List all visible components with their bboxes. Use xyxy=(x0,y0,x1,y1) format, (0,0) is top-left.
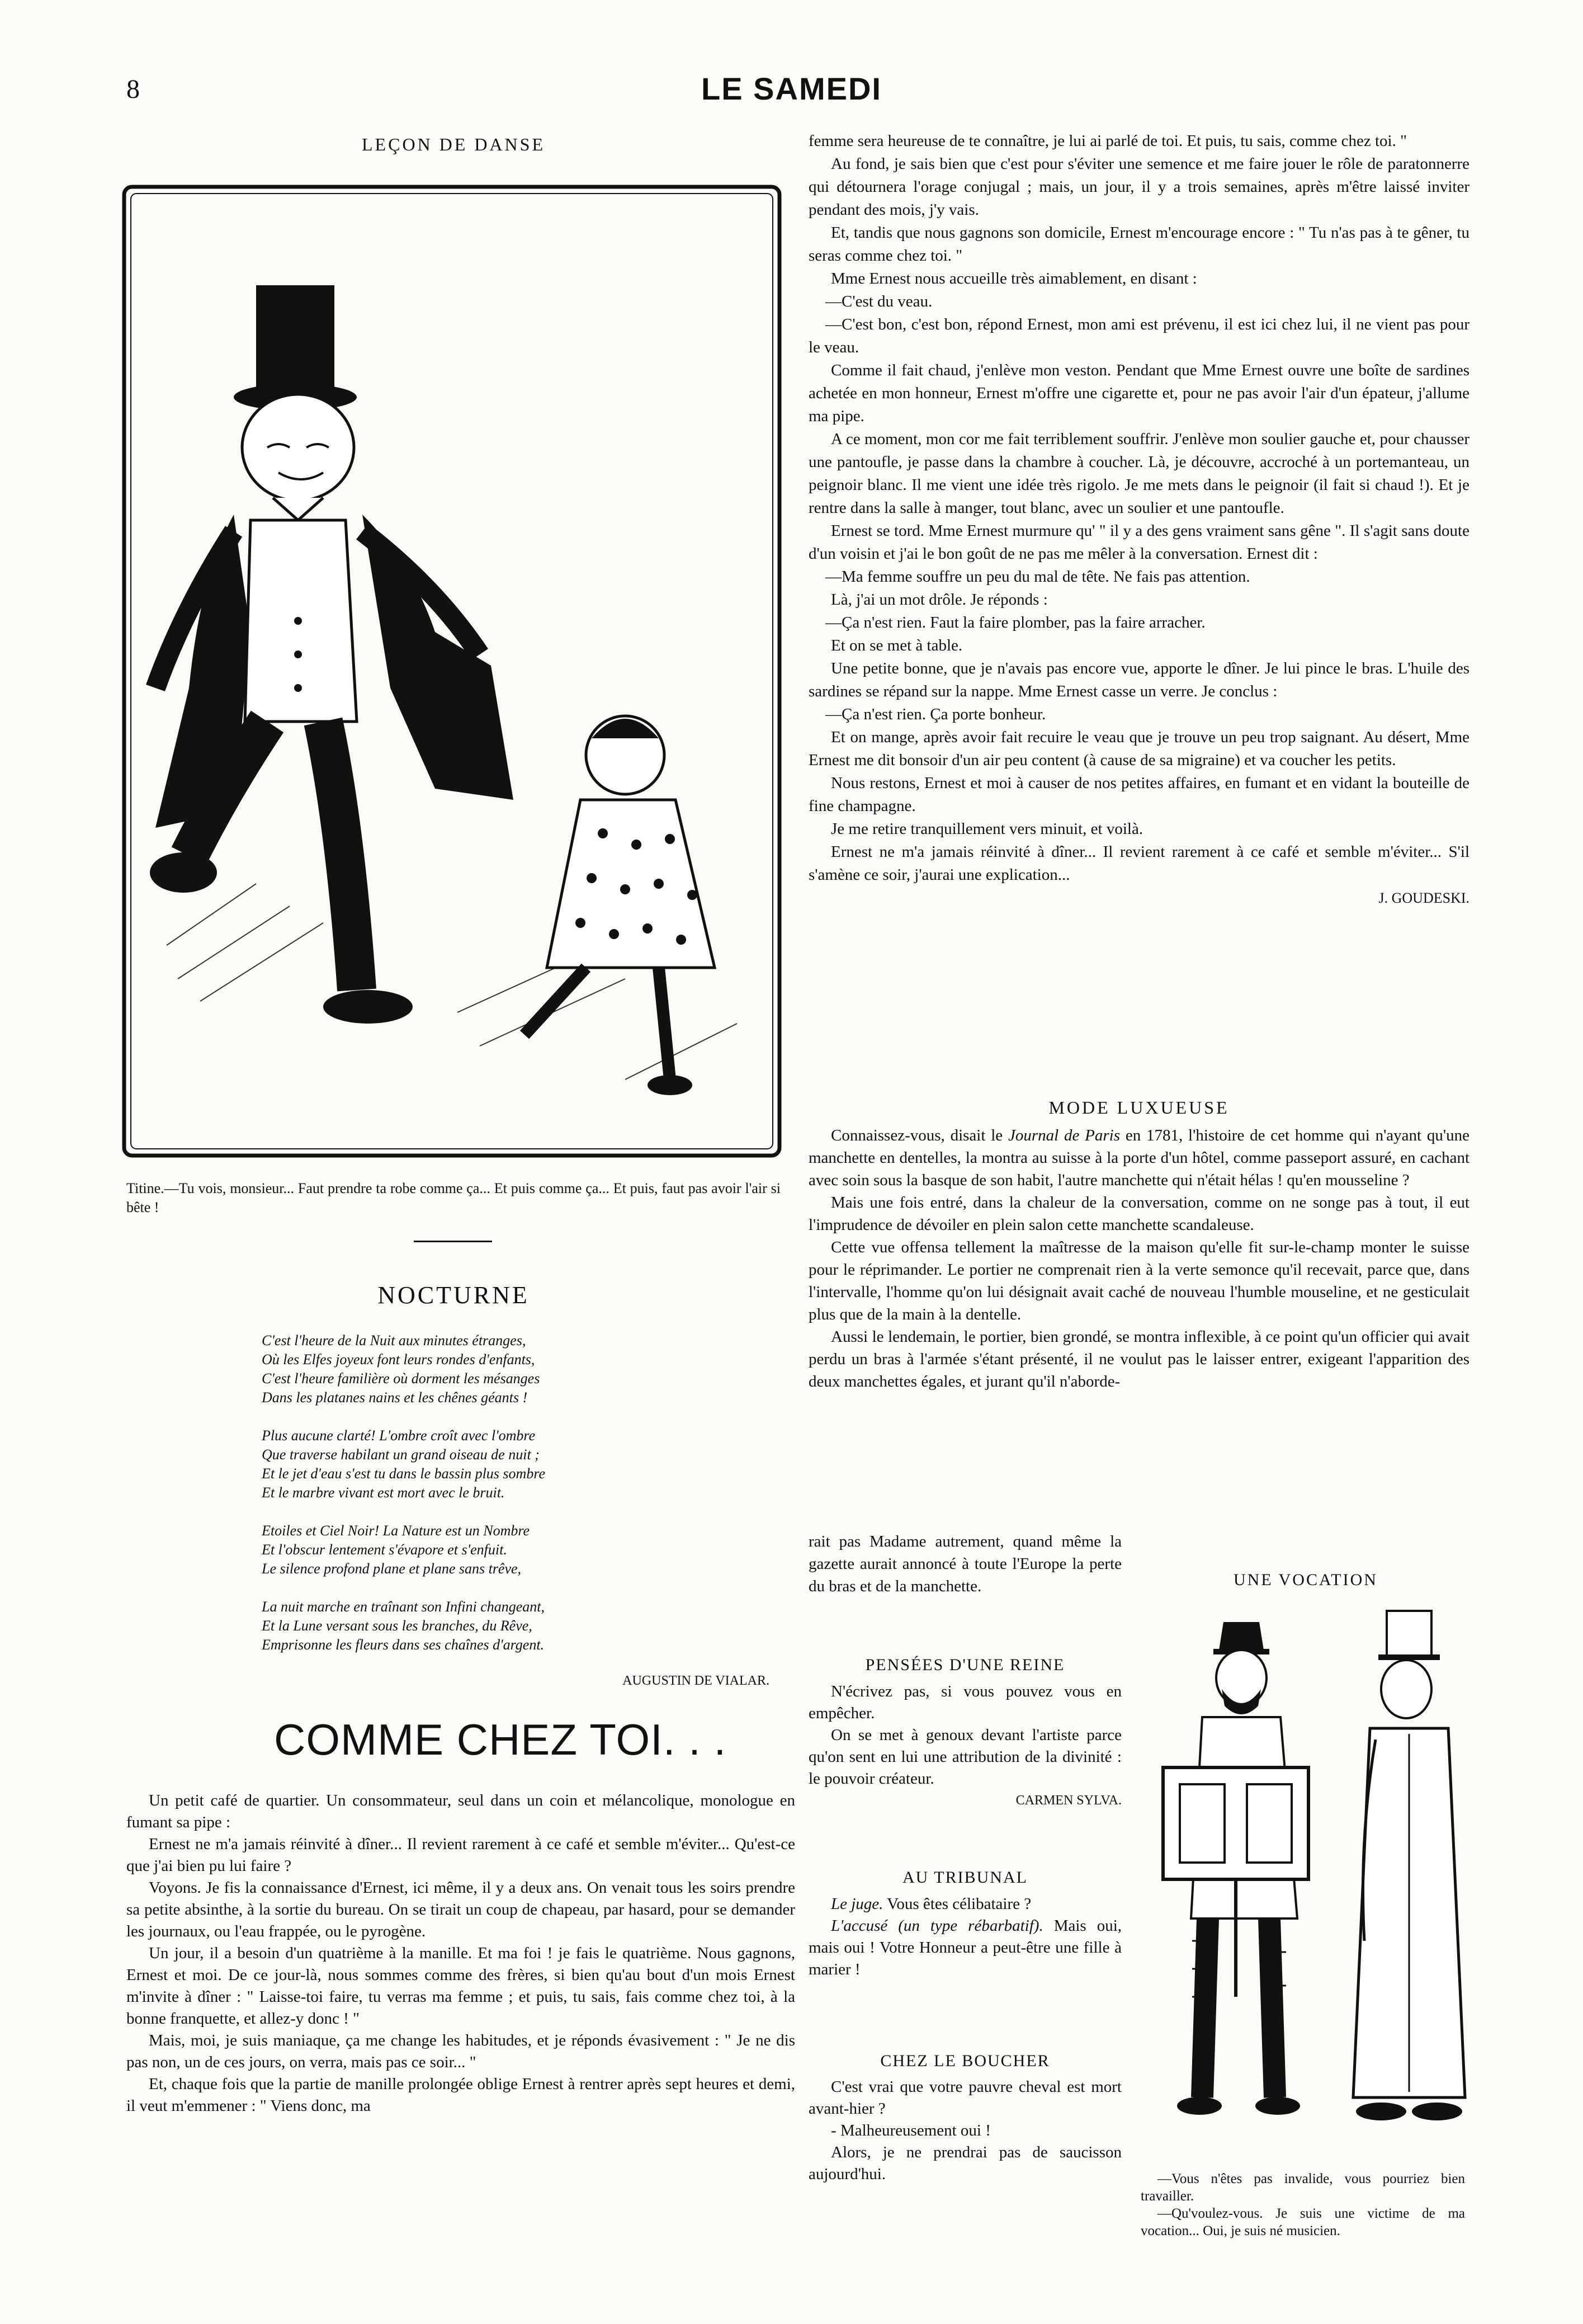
boucher-column xyxy=(809,2076,1122,2185)
comme-title: COMME CHEZ TOI. . . xyxy=(274,1715,727,1764)
page-number: 8 xyxy=(126,74,140,104)
poem-line: Et la Lune versant sous les branches, du Rêve, xyxy=(262,1618,532,1634)
dancing-man-and-girl-drawing xyxy=(122,185,782,1158)
paragraph: Comme il fait chaud, j'enlève mon veston. Pendant que Mme Ernest ouvre une boîte de sardines achetée en mon honneur, Ernest m'offre une cigarette et, pour ne pas avoir l'air d'un épateur, j'allume ma pipe. xyxy=(809,361,1469,425)
paragraph: Et, tandis que nous gagnons son domicile, Ernest m'encourage encore : " Tu n'as pas à te gêner, tu seras comme chez toi. " xyxy=(809,224,1469,265)
lecon-title: LEÇON DE DANSE xyxy=(362,134,545,154)
paragraph: On se met à genoux devant l'artiste parce qu'on sent en lui une attribution de la divinité : le pouvoir créateur. xyxy=(809,1726,1122,1788)
caption-line: —Vous n'êtes pas invalide, vous pourriez bien travailler. xyxy=(1141,2171,1465,2204)
paragraph: C'est vrai que votre pauvre cheval est mort avant-hier ? xyxy=(809,2078,1122,2118)
text: Mais oui, mais oui ! Votre Honneur a peut-être une fille à marier ! xyxy=(809,1917,1122,1978)
nocturne-signature: AUGUSTIN DE VIALAR. xyxy=(622,1674,769,1688)
paragraph: —Ça n'est rien. Ça porte bonheur. xyxy=(825,705,1046,723)
poem-line: Et l'obscur lentement s'évapore et s'enfuit. xyxy=(262,1542,507,1558)
paragraph: Aussi le lendemain, le portier, bien grondé, se montra inflexible, à ce point qu'un officier qui avait perdu un bras à l'armée s'étant présenté, il ne voulut pas le laisser entrer, exigeant l'apparition des deux manchettes égales, et jurant qu'il n'aborde- xyxy=(809,1328,1469,1390)
tribunal-title: AU TRIBUNAL xyxy=(902,1868,1028,1887)
paragraph: Un jour, il a besoin d'un quatrième à la manille. Et ma foi ! je fais le quatrième. Nous gagnons, Ernest et moi. De ce jour-là, nous sommes comme des frères, si bien qu'au bout d'un mois Ernest m'invite à dîner : " Laisse-toi faire, tu verras ma femme ; et puis, tu sais, fais comme chez toi, à la bonne franquette, et allez-y donc ! " xyxy=(126,1944,795,2028)
poem-stanza xyxy=(262,1426,754,1502)
lecon-illustration xyxy=(122,185,782,1158)
pensees-title: PENSÉES D'UNE REINE xyxy=(865,1656,1065,1674)
paragraph: Je me retire tranquillement vers minuit, et voilà. xyxy=(831,820,1143,838)
vocation-caption xyxy=(1141,2170,1465,2240)
nocturne-title: NOCTURNE xyxy=(377,1281,530,1309)
paragraph: Et on se met à table. xyxy=(831,637,963,654)
paragraph: femme sera heureuse de te connaître, je lui ai parlé de toi. Et puis, tu sais, comme chez toi. " xyxy=(809,132,1407,150)
poem-stanza xyxy=(262,1597,754,1654)
paragraph: Ernest ne m'a jamais réinvité à dîner... Il revient rarement à ce café et semble m'éviter... S'il s'amène ce soir, j'aurai une explication... xyxy=(809,843,1469,884)
journal-name: Journal de Paris xyxy=(1008,1126,1121,1144)
pensees-signature: CARMEN SYLVA. xyxy=(1015,1793,1122,1808)
poem-line: La nuit marche en traînant son Infini changeant, xyxy=(262,1599,545,1615)
paragraph: Nous restons, Ernest et moi à causer de nos petites affaires, en fumant et en vidant la bouteille de fine champagne. xyxy=(809,774,1469,815)
paragraph: N'écrivez pas, si vous pouvez vous en empêcher. xyxy=(809,1682,1122,1722)
boucher-title: CHEZ LE BOUCHER xyxy=(880,2052,1050,2070)
mode-title: MODE LUXUEUSE xyxy=(1048,1097,1230,1118)
divider xyxy=(414,1241,492,1242)
poem-line: Plus aucune clarté! L'ombre croît avec l'ombre xyxy=(262,1427,536,1444)
paragraph: Là, j'ai un mot drôle. Je réponds : xyxy=(831,591,1048,609)
paragraph: Alors, je ne prendrai pas de saucisson aujourd'hui. xyxy=(809,2143,1122,2183)
poem-line: Et le jet d'eau s'est tu dans le bassin plus sombre xyxy=(262,1465,546,1482)
text: Connaissez-vous, disait le xyxy=(831,1126,1008,1144)
paragraph: Voyons. Je fis la connaissance d'Ernest, ici même, il y a deux ans. On venait tous les soirs prendre sa petite absinthe, à la sortie du bureau. On se tirait un coup de chapeau, par hasard, pour se demander les journaux, ou l'eau frappée, ou le pyrogène. xyxy=(126,1879,795,1940)
poem-line: Dans les platanes nains et les chênes géants ! xyxy=(262,1389,528,1406)
tribunal-column xyxy=(809,1893,1122,1981)
paragraph: —C'est bon, c'est bon, répond Ernest, mon ami est prévenu, il est ici chez lui, il ne vient pas pour le veau. xyxy=(809,315,1469,356)
paragraph xyxy=(809,1893,1122,1915)
poem-line: Et le marbre vivant est mort avec le bruit. xyxy=(262,1484,505,1501)
poem-stanza xyxy=(262,1521,754,1578)
poem-stanza xyxy=(262,1331,754,1407)
poem-line: Etoiles et Ciel Noir! La Nature est un Nombre xyxy=(262,1522,530,1539)
poem-line: C'est l'heure de la Nuit aux minutes étranges, xyxy=(262,1332,526,1349)
vocation-title: UNE VOCATION xyxy=(1234,1571,1378,1589)
comme-right-column xyxy=(809,130,1469,909)
caption-line: —Qu'voulez-vous. Je suis une victime de ma vocation... Oui, je suis né musicien. xyxy=(1141,2206,1465,2238)
text: Vous êtes célibataire ? xyxy=(883,1895,1032,1913)
paragraph: Ernest se tord. Mme Ernest murmure qu' " il y a des gens vraiment sans gêne ". Il s'agit sans doute d'un voisin et j'ai le bon goût de ne pas me mêler à la conversation. Ernest dit : xyxy=(809,522,1469,563)
paragraph: Et, chaque fois que la partie de manille prolongée oblige Ernest à rentrer après sept heures et demi, il veut m'emmener : " Viens donc, ma xyxy=(126,2075,795,2115)
poem-line: Où les Elfes joyeux font leurs rondes d'enfants, xyxy=(262,1351,535,1368)
text: en 1781, l'histoire de cet homme qui n'ayant qu'une manchette en dentelles, la montra au suisse à la porte d'un hôtel, comme passeport assuré, en cachant avec soin sous la basque de son habit, l'autre manchette qui n'était hélas ! qu'en mousseline ? xyxy=(809,1126,1469,1189)
paragraph: A ce moment, mon cor me fait terriblement souffrir. J'enlève mon soulier gauche et, pour chausser une pantoufle, je passe dans la chambre à coucher. Là, je découvre, accroché à un portemanteau, un peignoir blanc. Il me vient une idée très rigolo. Je me mets dans le peignoir (il fait si chaud !). Et je rentre dans la salle à manger, tout blanc, avec un soulier et une pantoufle. xyxy=(809,430,1469,517)
comme-signature: J. GOUDESKI. xyxy=(1378,890,1469,906)
paragraph: rait pas Madame autrement, quand même la gazette aurait annoncé à toute l'Europe la perte du bras et de la manchette. xyxy=(809,1533,1122,1595)
street-musician-drawing xyxy=(1130,1605,1471,2165)
poem-line: Emprisonne les fleurs dans ses chaînes d'argent. xyxy=(262,1637,545,1653)
paragraph: Et on mange, après avoir fait recuire le veau que je trouve un peu trop saignant. Au désert, Mme Ernest me dit bonsoir d'un air peu content (à cause de sa migraine) et va coucher les petits. xyxy=(809,728,1469,769)
mode-column xyxy=(809,1124,1469,1393)
poem-line: Que traverse habilant un grand oiseau de nuit ; xyxy=(262,1446,540,1463)
mode-narrow-column xyxy=(809,1530,1122,1597)
newspaper-title: LE SAMEDI xyxy=(701,71,882,106)
paragraph: —C'est du veau. xyxy=(825,293,933,310)
vocation-illustration xyxy=(1130,1605,1471,2165)
paragraph: Un petit café de quartier. Un consommateur, seul dans un coin et mélancolique, monologue en fumant sa pipe : xyxy=(126,1792,795,1831)
judge-label: Le juge. xyxy=(831,1895,883,1913)
poem-line: Le silence profond plane et plane sans trêve, xyxy=(262,1561,522,1577)
paragraph: Une petite bonne, que je n'avais pas encore vue, apporte le dîner. Je lui pince le bras. L'huile des sardines se répand sur la nappe. Mme Ernest casse un verre. Je conclus : xyxy=(809,659,1469,700)
paragraph: Mme Ernest nous accueille très aimablement, en disant : xyxy=(831,270,1197,287)
paragraph: Mais une fois entré, dans la chaleur de la conversation, comme on ne songe pas à tout, il eut l'imprudence de dévoiler en plein salon cette manchette scandaleuse. xyxy=(809,1194,1469,1234)
lecon-caption: Titine.—Tu vois, monsieur... Faut prendre ta robe comme ça... Et puis comme ça... Et puis, faut pas avoir l'air si bête ! xyxy=(126,1180,781,1215)
pensees-column xyxy=(809,1681,1122,1812)
paragraph: Mais, moi, je suis maniaque, ça me change les habitudes, et je réponds évasivement : " Je ne dis pas non, un de ces jours, on verra, mais pas ce soir... " xyxy=(126,2031,795,2071)
paragraph xyxy=(809,1124,1469,1191)
paragraph: —Ça n'est rien. Faut la faire plomber, pas la faire arracher. xyxy=(825,614,1206,631)
accused-label: L'accusé (un type rébarbatif). xyxy=(831,1917,1043,1935)
paragraph xyxy=(809,1915,1122,1981)
paragraph: - Malheureusement oui ! xyxy=(831,2122,991,2139)
nocturne-poem xyxy=(262,1331,754,1674)
paragraph: Ernest ne m'a jamais réinvité à dîner... Il revient rarement à ce café et semble m'éviter... Qu'est-ce que j'ai bien pu lui faire ? xyxy=(126,1835,795,1875)
poem-line: C'est l'heure familière où dorment les mésanges xyxy=(262,1370,540,1387)
comme-left-column xyxy=(126,1790,795,2117)
paragraph: —Ma femme souffre un peu du mal de tête. Ne fais pas attention. xyxy=(825,568,1250,586)
paragraph: Au fond, je sais bien que c'est pour s'éviter une semence et me faire jouer le rôle de paratonnerre qui détournera l'orage conjugal ; mais, un jour, il y a trois semaines, après m'être laissé inviter pendant des mois, j'y vais. xyxy=(809,155,1469,219)
paragraph: Cette vue offensa tellement la maîtresse de la maison qu'elle fit sur-le-champ monter le suisse pour le réprimander. Le portier ne comprenait rien à la verte semonce qu'il recevait, parce que, dans l'intervalle, l'homme qu'on lui désignait avait caché de nouveau l'humble mouseline, et ne gesticulait plus que de la main à la dentelle. xyxy=(809,1238,1469,1323)
